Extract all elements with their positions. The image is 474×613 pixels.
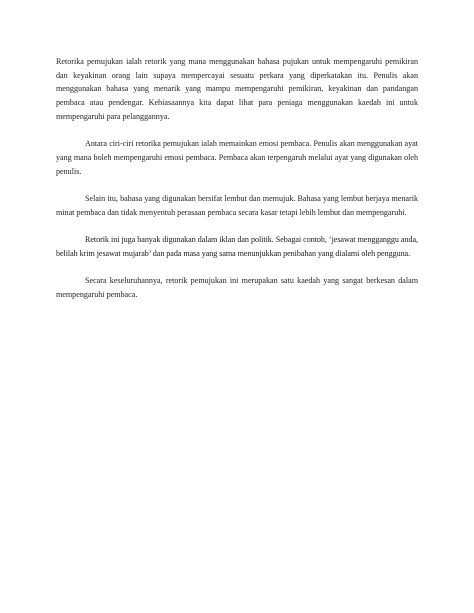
paragraph-4: Retorik ini juga banyak digunakan dalam iklan dan politik. Sebagai contoh, ‘jesawat mengganggu anda, belilah krim jesawat mujarab’ dan pada masa yang sama menunjukkan penibahan yang dialami oleh pengguna. <box>56 235 418 258</box>
paragraph-3: Selain itu, bahasa yang digunakan bersifat lembut dan memujuk. Bahasa yang lembut berjaya menarik minat pembaca dan tidak menyentuh perasaan pembaca secara kasar tetapi lebih lembut dan mempengaruhi. <box>56 194 418 217</box>
paragraph-1: Retorika pemujukan ialah retorik yang mana menggunakan bahasa pujukan untuk mempengaruhi pemikiran dan keyakinan orang lain supaya mempercayai sesuatu perkara yang diperkatakan itu. Penulis akan menggunakan bahasa yang menarik yang mampu mempengaruhi pemikiran, keyakinan dan pandangan pembaca atau pendengar. Kebiasaannya kita dapat lihat para peniaga menggunakan kaedah ini untuk mempengaruhi para pelanggannya. <box>56 57 418 121</box>
document-body <box>56 55 418 315</box>
paragraph-2: Antara ciri-ciri retorika pemujukan ialah memainkan emosi pembaca. Penulis akan menggunakan ayat yang mana boleh mempengaruhi emosi pembaca. Pembaca akan terpengaruh melalui ayat yang digunakan oleh penulis. <box>56 139 418 176</box>
paragraph-5: Secara keseluruhannya, retorik pemujukan ini merupakan satu kaedah yang sangat berkesan dalam mempengaruhi pembaca. <box>56 276 418 299</box>
